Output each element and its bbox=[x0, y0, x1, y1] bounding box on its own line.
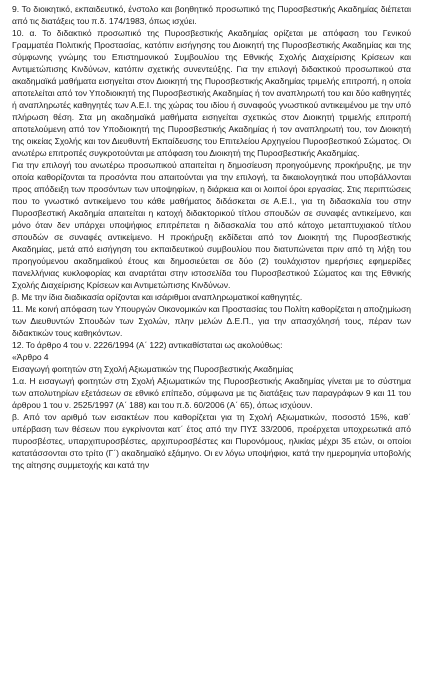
paragraph-10a: 10. α. Το διδακτικό προσωπικό της Πυροσβεστικής Ακαδημίας ορίζεται με απόφαση του Γενικού Γραμματέα Πολιτικής Προστασίας, κατόπιν εισήγησης του Διοικητή της Πυροσβεστικής Ακαδημίας και της σύμφωνης γνώμης του Επιστημονικού Συμβουλίου της Εθνικής Σχολής Διαχείρισης Κρίσεων και Αντιμετώπισης Κινδύνων, κατόπιν σχετικής συνεντεύξης. Για την επιλογή διδακτικού προσωπικού στα ακαδημαϊκά μαθήματα εισηγείται στον Διοικητή της Πυροσβεστικής Ακαδημίας τριμελής επιτροπή, η οποία αποτελείται από τον Υποδιοικητή της Πυροσβεστικής Ακαδημίας ή τον αναπληρωτή του και δύο καθηγητές ή αναπληρωτές καθηγητές των Α.Ε.Ι. της χώρας του ιδίου ή συναφούς γνωστικού αντικειμένου με την υπό πλήρωση θέση. Στα μη ακαδημαϊκά μαθήματα εισηγείται σχετικώς στον Διοικητή τριμελής επιτροπή αποτελούμενη από τον Υποδιοικητή της Πυροσβεστικής Ακαδημίας ή τον αναπληρωτή του, τον Διοικητή της οικείας Σχολής και τον Διευθυντή Εκπαίδευσης του Επιτελείου Αρχηγείου Πυροσβεστικού Σώματος. Οι ανωτέρω επιτροπές συγκροτούνται με απόφαση του Διοικητή της Πυροσβεστικής Ακαδημίας. bbox=[12, 28, 411, 158]
article-heading: «Άρθρο 4 bbox=[12, 352, 49, 362]
article-title: Εισαγωγή φοιτητών στη Σχολή Αξιωματικών της Πυροσβεστικής Ακαδημίας bbox=[12, 364, 294, 374]
paragraph-1b: β. Από τον αριθμό των εισακτέων που καθορίζεται για τη Σχολή Αξιωματικών, ποσοστό 15%, καθ΄ υπέρβαση των θέσεων που εγκρίνονται κατ΄ έτος από την ΠΥΣ 33/2006, προέρχεται υποχρεωτικά από πυροσβέστες, υπαρχιπυροσβέστες, αρχιπυροσβέστες και Πυρονόμους, ηλικίας μέχρι 35 ετών, οι οποίοι κατατάσσονται στο τρίτο (Γ΄) ακαδημαϊκό εξάμηνο. Οι εν λόγω υποψήφιοι, κατά την ημερομηνία υποβολής της αίτησης συμμετοχής και κατά την bbox=[12, 412, 411, 470]
paragraph-10a-selection: Για την επιλογή του ανωτέρω προσωπικού απαιτείται η δημοσίευση προηγούμενης προκήρυξης, με την οποία καθορίζονται τα προσόντα που απαιτούνται για την επιλογή, τα δικαιολογητικά που υποβάλλονται προς απόδειξη των προσόντων των υποψηφίων, η διάρκεια και οι λοιποί όροι εργασίας. Στις περιπτώσεις που το γνωστικό αντικείμενο του κάθε μαθήματος διδάσκεται σε Α.Ε.Ι., για τη διδασκαλία του στην Πυροσβεστική Ακαδημία απαιτείται η κατοχή διδακτορικού τίτλου σπουδών σε συναφές αντικείμενο, και μόνο όταν δεν υπάρχει υποψήφιος επιτρέπεται η διδασκαλία του από κάτοχο μεταπτυχιακού τίτλου σπουδών σε συναφές αντικείμενο. Η προκήρυξη εκδίδεται από τον Διοικητή της Πυροσβεστικής Ακαδημίας, μετά από εισήγηση του εκπαιδευτικού συμβουλίου που διατυπώνεται πριν από τη λήξη του προηγούμενου ακαδημαϊκού έτους και δημοσιεύεται σε δύο (2) τουλάχιστον ημερήσιες εφημερίδες πανελλήνιας κυκλοφορίας και αναρτάται στην ιστοσελίδα του Πυροσβεστικού Σώματος και της Εθνικής Σχολής Διαχείρισης Κρίσεων και Αντιμετώπισης Κινδύνων. bbox=[12, 160, 411, 290]
document-body bbox=[12, 3, 411, 471]
paragraph-12: 12. Το άρθρο 4 του ν. 2226/1994 (Α΄ 122) αντικαθίσταται ως ακολούθως: bbox=[12, 340, 283, 350]
paragraph-11: 11. Με κοινή απόφαση των Υπουργών Οικονομικών και Προστασίας του Πολίτη καθορίζεται η αποζημίωση των Διευθυντών Σπουδών των Σχολών, πλην μελών Δ.Ε.Π., για την απασχόλησή τους, πέραν των διδακτικών τους καθηκόντων. bbox=[12, 304, 411, 338]
paragraph-9: 9. Το διοικητικό, εκπαιδευτικό, ένστολο και βοηθητικό προσωπικό της Πυροσβεστικής Ακαδημίας διέπεται από τις διατάξεις του π.δ. 174/1983, όπως ισχύει. bbox=[12, 4, 411, 26]
paragraph-10b: β. Με την ίδια διαδικασία ορίζονται και ισάριθμοι αναπληρωματικοί καθηγητές. bbox=[12, 292, 303, 302]
paragraph-1a: 1.α. Η εισαγωγή φοιτητών στη Σχολή Αξιωματικών της Πυροσβεστικής Ακαδημίας γίνεται με το σύστημα των απολυτηρίων εξετάσεων σε εθνικό επίπεδο, σύμφωνα με τις διατάξεις των παραγράφων 9 και 11 του άρθρου 1 του ν. 2525/1997 (Α΄ 188) και του π.δ. 60/2006 (Α΄ 65), όπως ισχύουν. bbox=[12, 376, 411, 410]
